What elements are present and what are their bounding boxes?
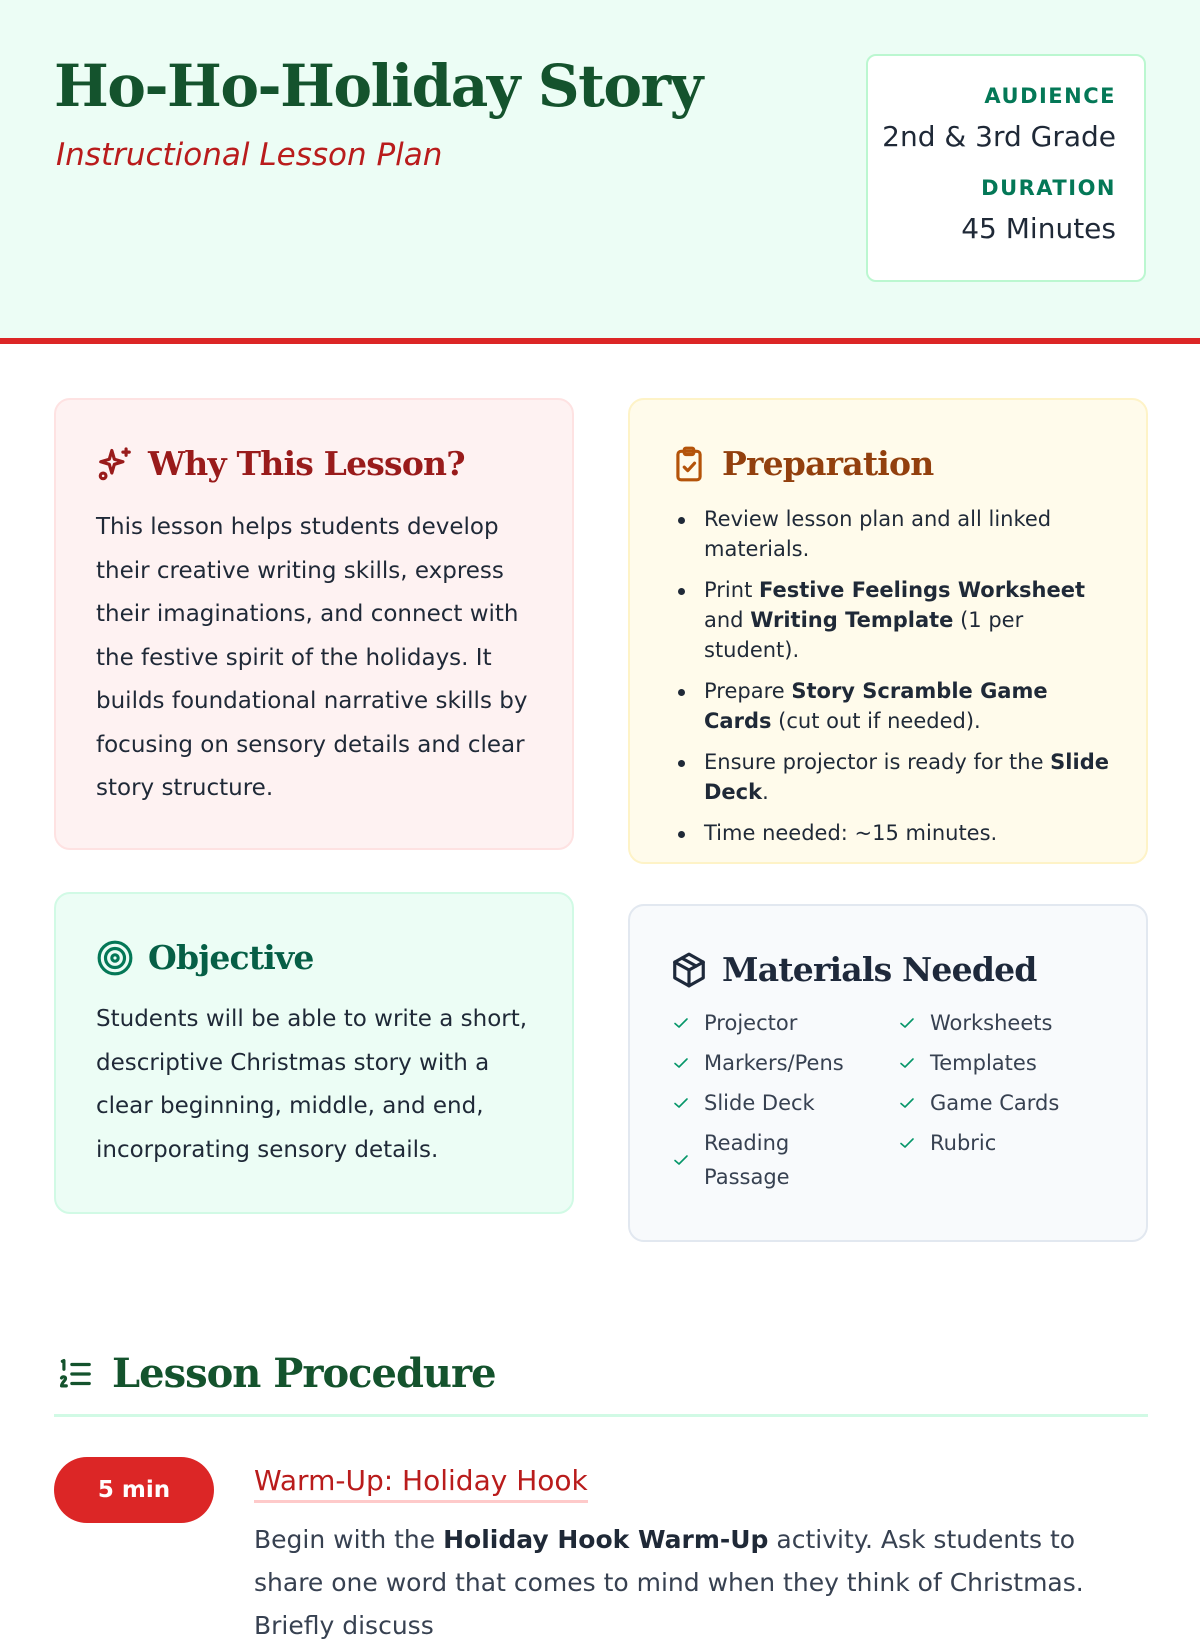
preparation-item: Print Festive Feelings Worksheet and Writing Template (1 per student). bbox=[674, 575, 1120, 665]
check-icon bbox=[672, 1055, 690, 1071]
package-icon bbox=[670, 951, 708, 989]
step-time-badge: 5 min bbox=[54, 1457, 214, 1523]
check-icon bbox=[898, 1095, 916, 1111]
duration-label: DURATION bbox=[981, 176, 1116, 200]
lesson-meta-card bbox=[866, 54, 1146, 282]
why-lesson-title: Why This Lesson? bbox=[148, 444, 465, 483]
procedure-title: Lesson Procedure bbox=[112, 1350, 496, 1397]
audience-label: AUDIENCE bbox=[984, 84, 1116, 108]
materials-list-left bbox=[672, 1006, 882, 1200]
objective-text: Students will be able to write a short, descriptive Christmas story with a clear beginning, middle, and end, incorporating sensory details. bbox=[96, 1006, 528, 1163]
why-lesson-heading bbox=[96, 444, 465, 483]
preparation-item: Review lesson plan and all linked materials. bbox=[674, 504, 1120, 564]
objective-title: Objective bbox=[148, 938, 314, 977]
preparation-item: Ensure projector is ready for the Slide Deck. bbox=[674, 747, 1120, 807]
preparation-item: Prepare Story Scramble Game Cards (cut out if needed). bbox=[674, 676, 1120, 736]
material-item: Markers/Pens bbox=[672, 1046, 882, 1080]
step-title[interactable]: Warm-Up: Holiday Hook bbox=[254, 1464, 588, 1503]
target-icon bbox=[96, 939, 134, 977]
why-lesson-text: This lesson helps students develop their creative writing skills, express their imaginations, and connect with the festive spirit of the holidays. It builds foundational narrative skills by focusing on sensory details and clear story structure. bbox=[96, 514, 528, 801]
check-icon bbox=[672, 1015, 690, 1031]
check-icon bbox=[672, 1152, 690, 1168]
preparation-heading bbox=[670, 444, 933, 483]
list-ordered-icon bbox=[56, 1355, 94, 1393]
objective-heading bbox=[96, 938, 314, 977]
material-item: Worksheets bbox=[898, 1006, 1108, 1040]
materials-card bbox=[628, 904, 1148, 1242]
check-icon bbox=[898, 1015, 916, 1031]
step-description: Begin with the Holiday Hook Warm-Up activity. Ask students to share one word that comes to mind when they think of Christmas. Briefly discuss bbox=[254, 1525, 1084, 1640]
lesson-header bbox=[0, 0, 1200, 344]
materials-heading bbox=[670, 950, 1037, 989]
audience-value: 2nd & 3rd Grade bbox=[882, 120, 1116, 153]
material-item: Projector bbox=[672, 1006, 882, 1040]
material-item: Templates bbox=[898, 1046, 1108, 1080]
procedure-divider bbox=[54, 1414, 1148, 1417]
preparation-list bbox=[674, 504, 1120, 859]
material-item: Slide Deck bbox=[672, 1086, 882, 1120]
objective-card bbox=[54, 892, 574, 1214]
page-subtitle: Instructional Lesson Plan bbox=[56, 137, 443, 173]
preparation-item: Time needed: ~15 minutes. bbox=[674, 818, 1120, 848]
check-icon bbox=[898, 1055, 916, 1071]
sparkles-icon bbox=[96, 445, 134, 483]
clipboard-check-icon bbox=[670, 445, 708, 483]
materials-title: Materials Needed bbox=[722, 950, 1037, 989]
material-item: Game Cards bbox=[898, 1086, 1108, 1120]
preparation-card bbox=[628, 398, 1148, 864]
why-lesson-card bbox=[54, 398, 574, 850]
check-icon bbox=[898, 1135, 916, 1151]
materials-list-right bbox=[898, 1006, 1108, 1166]
page-title: Ho-Ho-Holiday Story bbox=[54, 52, 702, 120]
duration-value: 45 Minutes bbox=[961, 212, 1116, 245]
material-item: Rubric bbox=[898, 1126, 1108, 1160]
preparation-title: Preparation bbox=[722, 444, 934, 483]
material-item: Reading Passage bbox=[672, 1126, 822, 1194]
procedure-heading bbox=[56, 1350, 496, 1397]
check-icon bbox=[672, 1095, 690, 1111]
